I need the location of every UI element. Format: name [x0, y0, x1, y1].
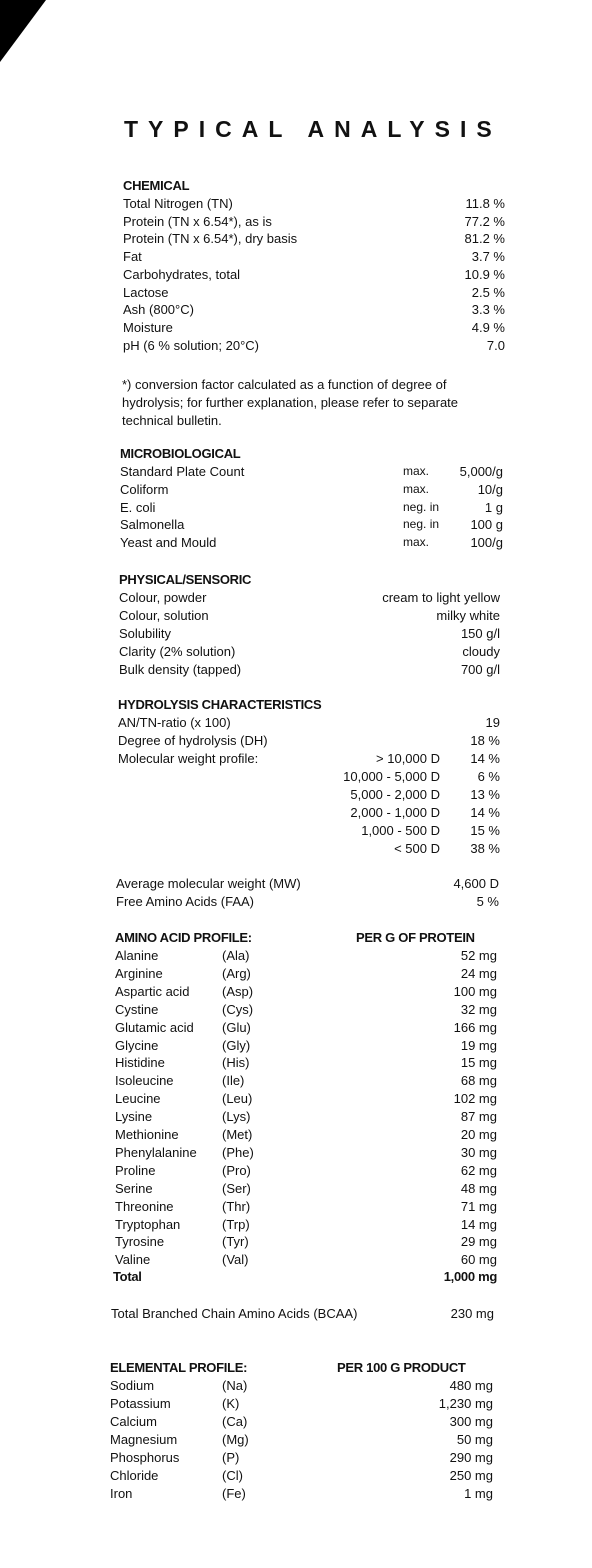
amino-abbr: (Gly)	[222, 1037, 251, 1053]
amino-abbr: (His)	[222, 1055, 250, 1071]
amino-value: 20 mg	[460, 1127, 497, 1142]
mw-value: 38 %	[470, 841, 500, 856]
amino-value: 166 mg	[453, 1019, 497, 1035]
amino-name: Isoleucine	[115, 1073, 174, 1089]
micro-qualifier: max.	[403, 464, 430, 478]
element-name: Iron	[110, 1486, 133, 1501]
element-abbr: (K)	[222, 1396, 240, 1411]
amino-abbr: (Asp)	[222, 983, 254, 999]
hydrolysis-value: 18 %	[470, 733, 500, 748]
mw-range: 10,000 - 5,000 D	[343, 769, 440, 784]
physical-value: 150 g/l	[460, 626, 500, 641]
amino-value: 14 mg	[460, 1216, 497, 1232]
physical-label: Bulk density (tapped)	[119, 662, 242, 677]
chemical-label: Protein (TN x 6.54*), dry basis	[123, 231, 298, 247]
amino-value: 100 mg	[453, 983, 497, 999]
hydrolysis-extra-label: Average molecular weight (MW)	[116, 876, 301, 891]
physical-label: Clarity (2% solution)	[119, 644, 236, 659]
amino-abbr: (Met)	[222, 1127, 253, 1142]
element-abbr: (P)	[222, 1450, 240, 1465]
micro-qualifier: max.	[403, 535, 430, 550]
physical-label: Solubility	[119, 626, 172, 641]
element-name: Phosphorus	[110, 1450, 180, 1465]
amino-value: 15 mg	[460, 1055, 497, 1071]
element-value: 480 mg	[449, 1378, 493, 1393]
amino-name: Tyrosine	[115, 1234, 165, 1250]
physical-value: milky white	[436, 608, 500, 623]
hydrolysis-label: AN/TN-ratio (x 100)	[118, 715, 231, 730]
micro-value: 1 g	[484, 499, 503, 515]
elemental-unit-heading: PER 100 G PRODUCT	[337, 1360, 466, 1375]
amino-abbr: (Ala)	[222, 948, 250, 963]
amino-unit-heading: PER G OF PROTEIN	[356, 930, 475, 945]
amino-name: Serine	[115, 1180, 153, 1196]
micro-qualifier: neg. in	[403, 517, 440, 532]
amino-name: Alanine	[115, 948, 159, 963]
hydrolysis-extra-value: 5 %	[476, 894, 499, 909]
micro-value: 5,000/g	[459, 464, 503, 479]
micro-label: E. coli	[120, 499, 156, 515]
mw-value: 14 %	[470, 805, 500, 820]
element-value: 300 mg	[449, 1414, 493, 1429]
mw-profile-label: Molecular weight profile:	[118, 751, 259, 766]
mw-value: 15 %	[470, 823, 500, 838]
section-heading-chemical: CHEMICAL	[123, 178, 190, 193]
amino-value: 24 mg	[460, 965, 497, 981]
section-heading-elemental: ELEMENTAL PROFILE:	[110, 1360, 248, 1375]
chemical-value: 4.9 %	[471, 319, 505, 335]
physical-label: Colour, solution	[119, 608, 209, 623]
chemical-value: 10.9 %	[464, 266, 505, 282]
amino-abbr: (Leu)	[222, 1091, 253, 1107]
mw-range: 5,000 - 2,000 D	[350, 787, 440, 802]
element-abbr: (Cl)	[222, 1468, 243, 1483]
amino-value: 87 mg	[460, 1109, 497, 1125]
amino-abbr: (Tyr)	[222, 1234, 249, 1250]
amino-value: 71 mg	[460, 1198, 497, 1214]
amino-abbr: (Pro)	[222, 1162, 251, 1178]
chemical-value: 3.3 %	[471, 302, 505, 318]
mw-range: > 10,000 D	[376, 751, 440, 766]
element-abbr: (Fe)	[222, 1486, 246, 1501]
element-value: 50 mg	[456, 1432, 493, 1447]
chemical-label: Ash (800°C)	[123, 302, 194, 318]
amino-name: Proline	[115, 1162, 156, 1178]
micro-value: 100/g	[470, 535, 503, 551]
amino-value: 32 mg	[460, 1001, 497, 1017]
element-abbr: (Ca)	[222, 1414, 248, 1429]
chemical-value: 2.5 %	[471, 284, 505, 300]
section-heading-amino: AMINO ACID PROFILE:	[115, 930, 252, 945]
chemical-value: 7.0	[486, 337, 505, 353]
chemical-label: Lactose	[123, 284, 169, 300]
amino-abbr: (Cys)	[222, 1001, 254, 1017]
corner-mark	[0, 0, 46, 62]
mw-range: 1,000 - 500 D	[361, 823, 440, 838]
amino-name: Methionine	[115, 1127, 179, 1142]
amino-value: 68 mg	[460, 1073, 497, 1089]
micro-value: 100 g	[470, 517, 503, 533]
element-name: Sodium	[110, 1378, 155, 1393]
mw-range: 2,000 - 1,000 D	[350, 805, 440, 820]
amino-abbr: (Ser)	[222, 1180, 251, 1196]
bcaa-label: Total Branched Chain Amino Acids (BCAA)	[111, 1306, 358, 1321]
amino-name: Glutamic acid	[115, 1019, 194, 1035]
amino-name: Tryptophan	[115, 1216, 181, 1232]
amino-name: Cystine	[115, 1001, 159, 1017]
amino-name: Histidine	[115, 1055, 165, 1071]
amino-value: 102 mg	[453, 1091, 497, 1107]
mw-value: 14 %	[470, 751, 500, 766]
micro-label: Coliform	[120, 481, 169, 497]
amino-name: Valine	[115, 1252, 151, 1268]
amino-abbr: (Thr)	[222, 1198, 251, 1214]
element-value: 250 mg	[449, 1468, 493, 1483]
page-title: TYPICAL ANALYSIS	[124, 116, 502, 142]
section-heading-physical: PHYSICAL/SENSORIC	[119, 572, 252, 587]
mw-value: 13 %	[470, 787, 500, 802]
chemical-value: 77.2 %	[464, 213, 505, 229]
amino-abbr: (Lys)	[222, 1109, 251, 1125]
element-name: Potassium	[110, 1396, 171, 1411]
chemical-label: Protein (TN x 6.54*), as is	[123, 213, 272, 229]
micro-qualifier: max.	[403, 481, 430, 496]
chemical-footnote: *) conversion factor calculated as a function of degree of hydrolysis; for further explanation, please refer to separate technical bulletin.	[122, 377, 459, 428]
amino-value: 52 mg	[460, 948, 497, 963]
physical-value: 700 g/l	[460, 662, 500, 677]
section-heading-hydrolysis: HYDROLYSIS CHARACTERISTICS	[118, 697, 322, 712]
amino-value: 60 mg	[460, 1252, 497, 1268]
element-name: Chloride	[110, 1468, 159, 1483]
element-abbr: (Mg)	[222, 1432, 249, 1447]
micro-label: Standard Plate Count	[120, 464, 245, 479]
chemical-value: 11.8 %	[465, 196, 505, 211]
amino-total-label: Total	[113, 1269, 142, 1284]
mw-value: 6 %	[477, 769, 500, 784]
bcaa-value: 230 mg	[450, 1306, 494, 1321]
amino-name: Glycine	[115, 1037, 159, 1053]
chemical-label: Fat	[123, 249, 142, 265]
micro-value: 10/g	[477, 481, 503, 497]
amino-value: 62 mg	[460, 1162, 497, 1178]
element-name: Calcium	[110, 1414, 157, 1429]
amino-value: 30 mg	[460, 1144, 497, 1160]
element-value: 290 mg	[449, 1450, 493, 1465]
amino-name: Lysine	[115, 1109, 153, 1125]
amino-value: 29 mg	[460, 1234, 497, 1250]
micro-label: Yeast and Mould	[120, 535, 217, 551]
amino-total-value: 1,000 mg	[443, 1269, 497, 1284]
amino-name: Aspartic acid	[115, 983, 190, 999]
hydrolysis-value: 19	[485, 715, 500, 730]
amino-abbr: (Trp)	[222, 1216, 250, 1232]
amino-abbr: (Ile)	[222, 1073, 245, 1089]
element-value: 1 mg	[464, 1486, 493, 1501]
amino-abbr: (Phe)	[222, 1144, 254, 1160]
mw-range: < 500 D	[394, 841, 440, 856]
chemical-label: Moisture	[123, 319, 173, 335]
amino-abbr: (Glu)	[222, 1019, 251, 1035]
amino-value: 19 mg	[460, 1037, 497, 1053]
amino-name: Leucine	[115, 1091, 161, 1107]
chemical-value: 3.7 %	[471, 249, 505, 265]
hydrolysis-label: Degree of hydrolysis (DH)	[118, 733, 268, 748]
element-value: 1,230 mg	[438, 1396, 493, 1411]
amino-name: Arginine	[115, 965, 163, 981]
physical-value: cream to light yellow	[382, 590, 500, 605]
physical-value: cloudy	[462, 644, 500, 659]
chemical-label: Carbohydrates, total	[123, 266, 241, 282]
hydrolysis-extra-label: Free Amino Acids (FAA)	[116, 894, 254, 909]
element-name: Magnesium	[110, 1432, 178, 1447]
element-abbr: (Na)	[222, 1378, 248, 1393]
amino-name: Threonine	[115, 1198, 174, 1214]
chemical-value: 81.2 %	[464, 231, 505, 247]
chemical-label: pH (6 % solution; 20°C)	[123, 337, 259, 353]
amino-abbr: (Val)	[222, 1252, 249, 1268]
physical-label: Colour, powder	[119, 590, 207, 605]
amino-value: 48 mg	[460, 1180, 497, 1196]
chemical-label: Total Nitrogen (TN)	[123, 196, 233, 211]
micro-qualifier: neg. in	[403, 499, 440, 514]
section-heading-microbiological: MICROBIOLOGICAL	[120, 446, 241, 461]
micro-label: Salmonella	[120, 517, 185, 533]
amino-abbr: (Arg)	[222, 965, 251, 981]
amino-name: Phenylalanine	[115, 1144, 197, 1160]
hydrolysis-extra-value: 4,600 D	[453, 876, 499, 891]
